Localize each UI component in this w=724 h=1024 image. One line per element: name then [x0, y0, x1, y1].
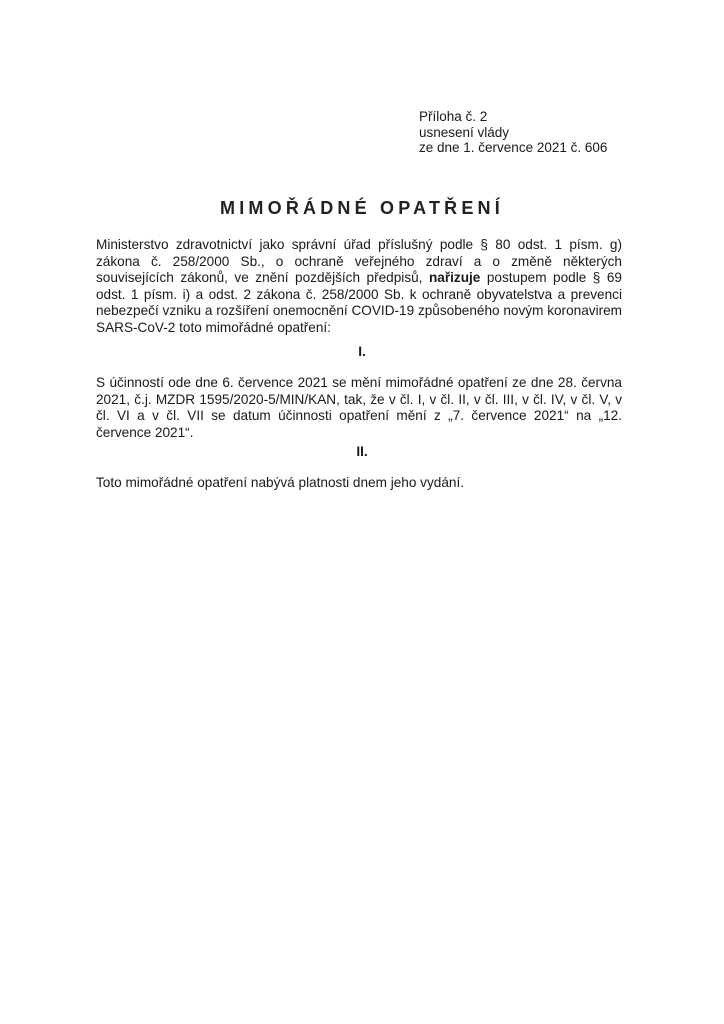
annex-header	[419, 109, 607, 156]
section-2-heading: II.	[356, 444, 368, 459]
intro-text-before: Ministerstvo zdravotnictví jako správní úřad příslušný podle § 80 odst. 1 písm. g) zákona č. 258/2000 Sb., o ochraně veřejného zdraví a o změně některých souvisejících zákonů, ve znění pozdějších předpisů,	[96, 237, 622, 286]
intro-paragraph	[96, 237, 622, 337]
section-1-heading: I.	[358, 344, 366, 359]
intro-text-after: postupem podle § 69 odst. 1 písm. i) a odst. 2 zákona č. 258/2000 Sb. k ochraně obyvatelstva a prevenci nebezpečí vzniku a rozšíření onemocnění COVID-19 způsobeného novým koronavirem SARS-CoV-2 toto mimořádné opatření:	[96, 270, 622, 335]
intro-bold-verb: nařizuje	[428, 270, 481, 286]
section-1-text: S účinností ode dne 6. července 2021 se mění mimořádné opatření ze dne 28. června 2021, č.j. MZDR 1595/2020-5/MIN/KAN, tak, že v čl. I, v čl. II, v čl. III, v čl. IV, v čl. V, v čl. VI a v čl. VII se datum účinnosti opatření mění z „7. července 2021“ na „12. července 2021“.	[96, 375, 622, 440]
annex-date: ze dne 1. července 2021 č. 606	[419, 140, 608, 156]
annex-number: Příloha č. 2	[419, 109, 488, 124]
section-2-text: Toto mimořádné opatření nabývá platnosti dnem jeho vydání.	[96, 475, 465, 490]
annex-resolution: usnesení vlády	[419, 124, 510, 140]
document-title: MIMOŘÁDNÉ OPATŘENÍ	[220, 198, 504, 218]
